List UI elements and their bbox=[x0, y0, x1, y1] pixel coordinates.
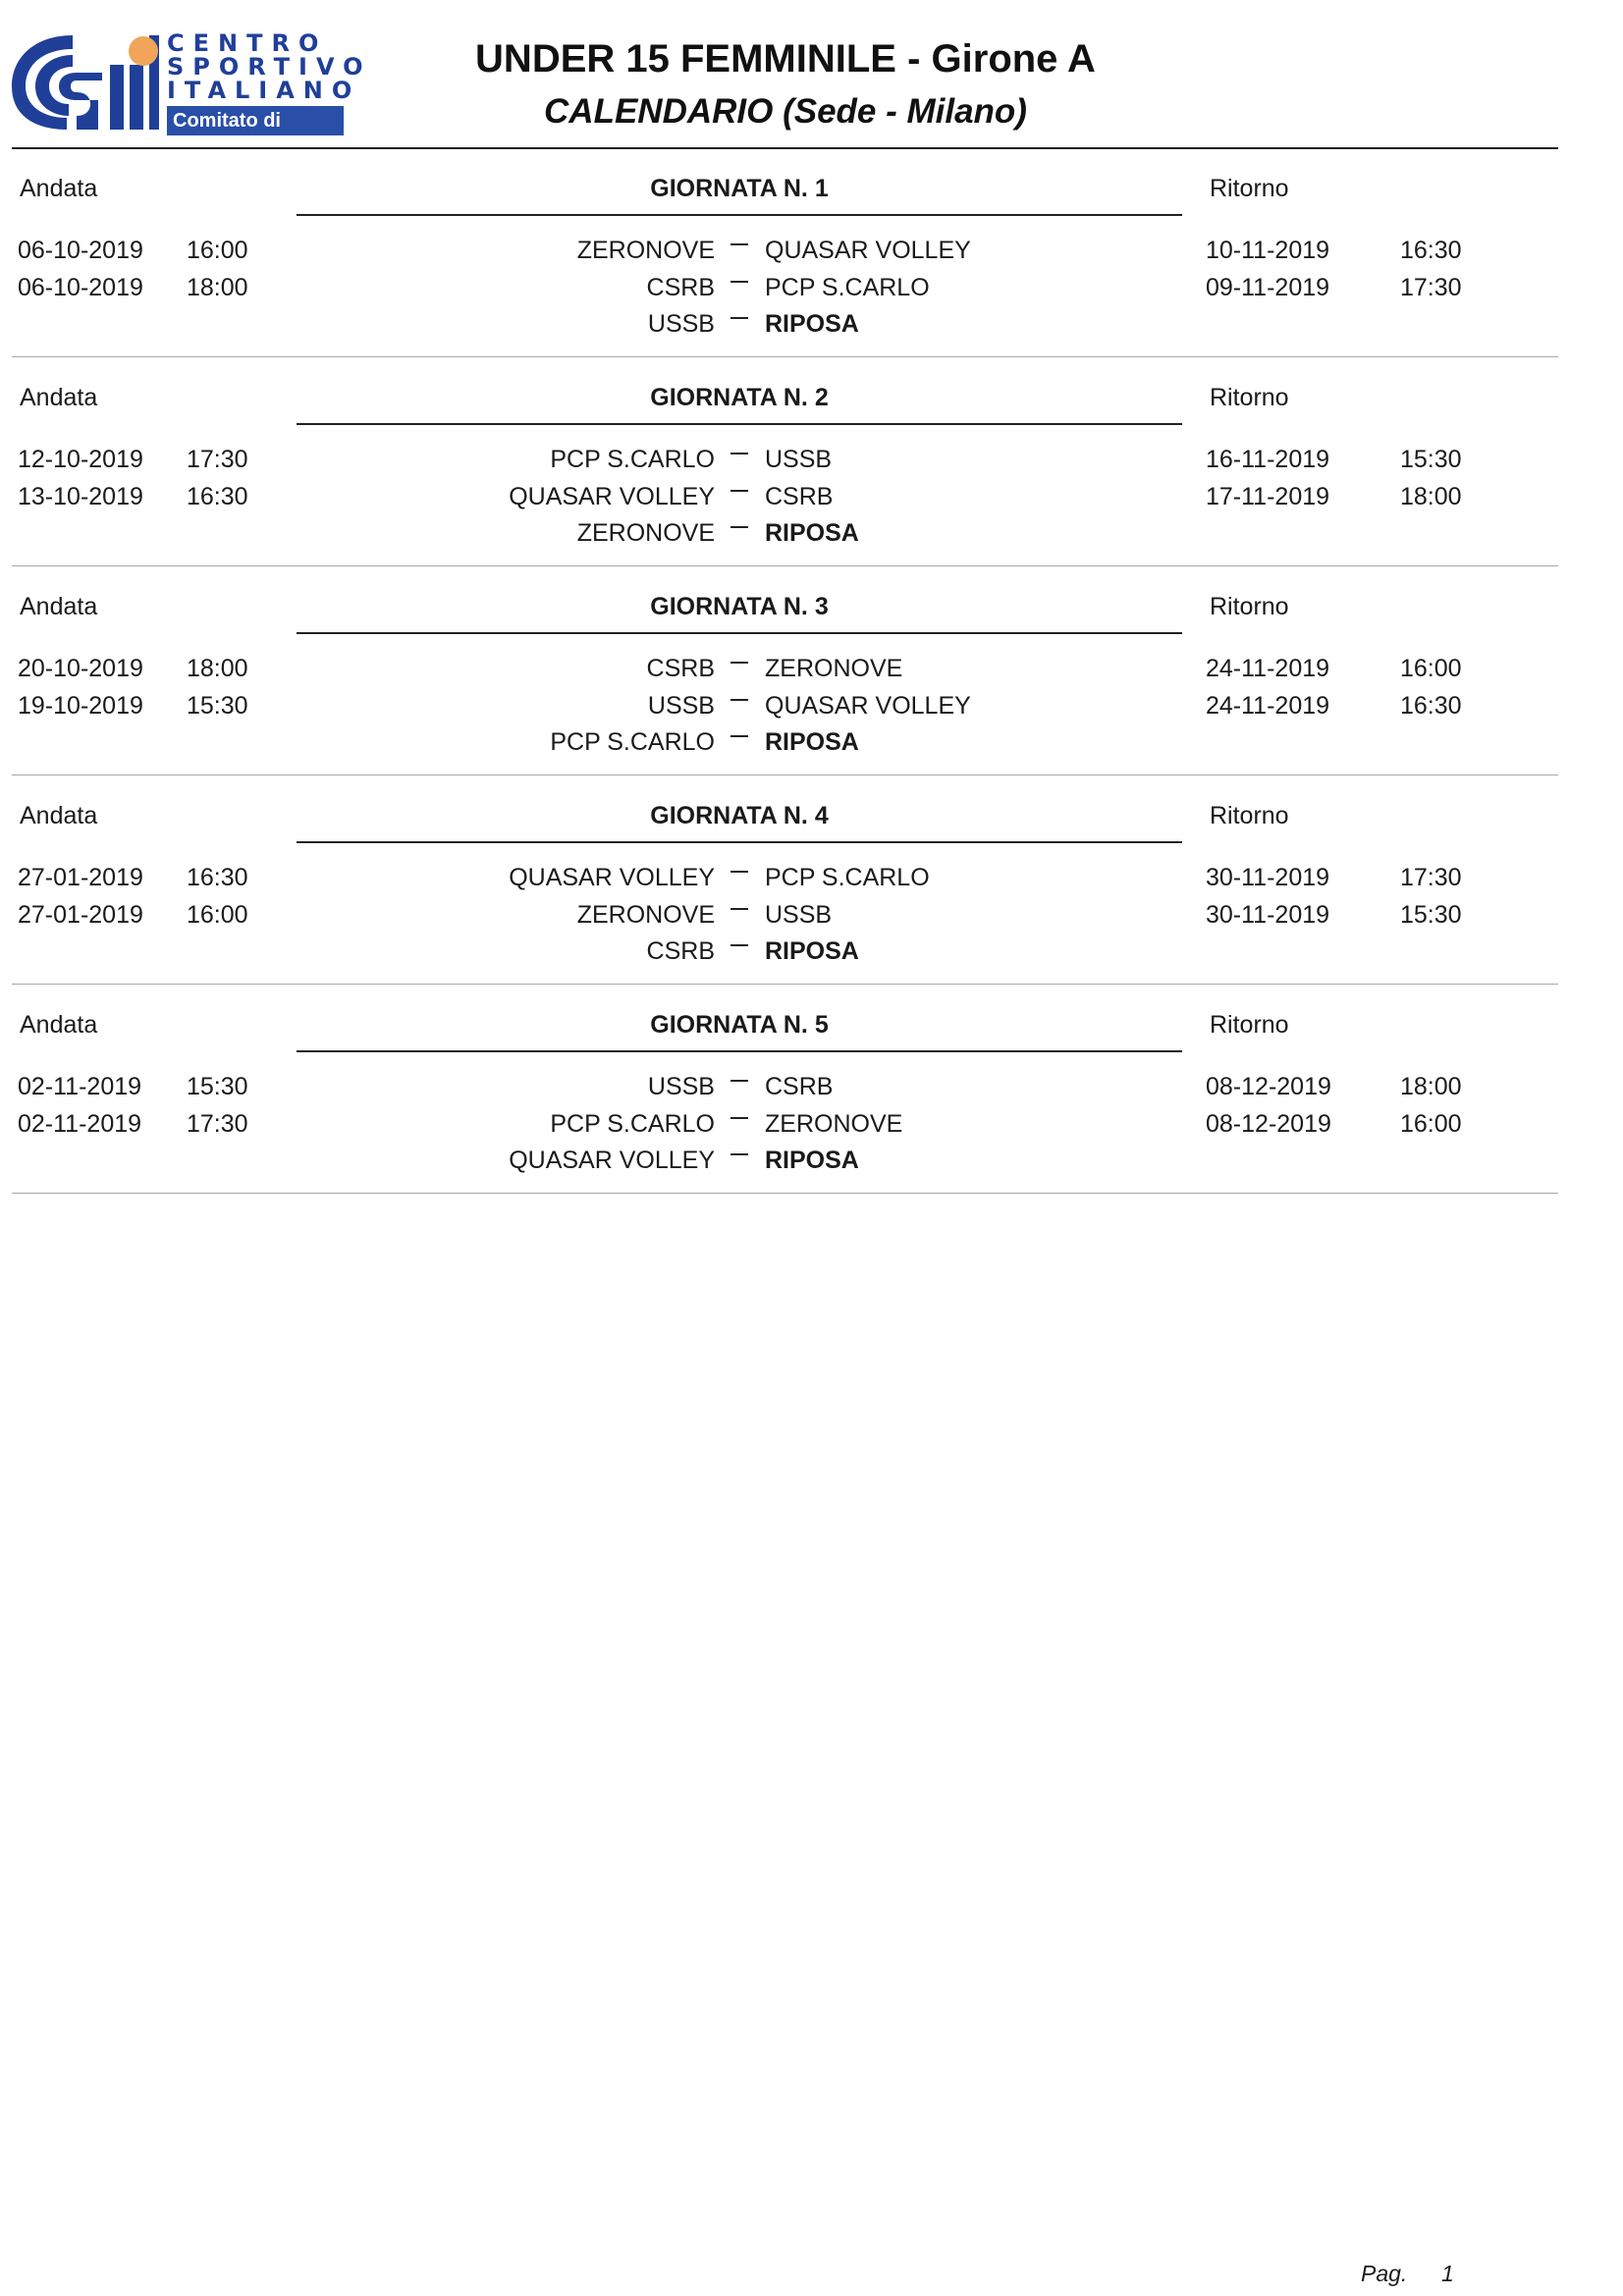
ritorno-date: 24-11-2019 bbox=[1206, 691, 1330, 720]
versus-dash bbox=[730, 735, 748, 737]
versus-dash bbox=[730, 1080, 748, 1082]
ritorno-time: 15:30 bbox=[1400, 900, 1462, 929]
ritorno-date: 08-12-2019 bbox=[1206, 1109, 1331, 1138]
ritorno-label: Ritorno bbox=[1210, 1011, 1289, 1039]
footer-page-number: 1 bbox=[1441, 2261, 1454, 2286]
ritorno-time: 15:30 bbox=[1400, 446, 1462, 473]
andata-label: Andata bbox=[20, 384, 98, 411]
logo-line-italiano: ITALIANO bbox=[167, 77, 361, 104]
versus-dash bbox=[730, 871, 748, 873]
home-team: USSB bbox=[647, 691, 715, 720]
andata-date: 06-10-2019 bbox=[18, 273, 143, 301]
andata-time: 17:30 bbox=[187, 1109, 248, 1138]
versus-dash bbox=[730, 317, 748, 319]
away-team: RIPOSA bbox=[765, 728, 859, 756]
away-team: USSB bbox=[765, 900, 833, 929]
home-team: PCP S.CARLO bbox=[550, 728, 715, 756]
versus-dash bbox=[730, 453, 748, 454]
home-team: ZERONOVE bbox=[576, 237, 715, 264]
away-team: PCP S.CARLO bbox=[765, 864, 930, 891]
match-row bbox=[0, 1072, 1623, 1109]
home-team: QUASAR VOLLEY bbox=[509, 864, 715, 891]
andata-time: 16:30 bbox=[187, 482, 248, 510]
match-row bbox=[0, 727, 1623, 765]
match-row bbox=[0, 936, 1623, 974]
match-row bbox=[0, 518, 1623, 556]
home-team: CSRB bbox=[646, 937, 715, 965]
match-row bbox=[0, 273, 1623, 310]
away-team: RIPOSA bbox=[765, 1147, 859, 1174]
round-divider bbox=[12, 774, 1558, 775]
giornata-title: GIORNATA N. 1 bbox=[650, 175, 829, 202]
ritorno-time: 16:30 bbox=[1400, 237, 1462, 264]
round-block bbox=[0, 149, 1623, 358]
giornata-underline bbox=[297, 632, 1182, 634]
round-block bbox=[0, 986, 1623, 1195]
match-row bbox=[0, 654, 1623, 691]
andata-time: 16:00 bbox=[187, 237, 248, 264]
away-team: QUASAR VOLLEY bbox=[765, 691, 971, 720]
away-team: CSRB bbox=[765, 482, 834, 510]
ritorno-date: 24-11-2019 bbox=[1206, 655, 1330, 682]
match-row bbox=[0, 863, 1623, 900]
versus-dash bbox=[730, 662, 748, 664]
versus-dash bbox=[730, 1153, 748, 1155]
versus-dash bbox=[730, 281, 748, 283]
match-row bbox=[0, 309, 1623, 347]
home-team: PCP S.CARLO bbox=[550, 1109, 715, 1138]
home-team: ZERONOVE bbox=[576, 900, 715, 929]
ritorno-date: 08-12-2019 bbox=[1206, 1073, 1331, 1100]
round-divider bbox=[12, 1193, 1558, 1194]
andata-date: 06-10-2019 bbox=[18, 237, 143, 264]
home-team: USSB bbox=[647, 1073, 715, 1100]
home-team: USSB bbox=[647, 310, 715, 338]
versus-dash bbox=[730, 944, 748, 946]
ritorno-time: 17:30 bbox=[1400, 864, 1462, 891]
andata-time: 18:00 bbox=[187, 655, 248, 682]
away-team: USSB bbox=[765, 446, 833, 473]
rounds-list bbox=[0, 149, 1623, 1195]
andata-time: 15:30 bbox=[187, 1073, 248, 1100]
round-block bbox=[0, 358, 1623, 567]
andata-label: Andata bbox=[20, 593, 98, 620]
away-team: ZERONOVE bbox=[765, 1109, 903, 1138]
ritorno-date: 10-11-2019 bbox=[1206, 237, 1330, 264]
logo-comitato: Comitato di Milano bbox=[167, 106, 344, 135]
giornata-title: GIORNATA N. 4 bbox=[650, 802, 829, 829]
match-row bbox=[0, 482, 1623, 519]
match-row bbox=[0, 445, 1623, 482]
home-team: PCP S.CARLO bbox=[550, 446, 715, 473]
ritorno-label: Ritorno bbox=[1210, 593, 1289, 620]
andata-date: 27-01-2019 bbox=[18, 864, 143, 891]
giornata-underline bbox=[297, 423, 1182, 425]
andata-label: Andata bbox=[20, 175, 98, 202]
andata-date: 19-10-2019 bbox=[18, 691, 143, 720]
away-team: PCP S.CARLO bbox=[765, 273, 930, 301]
ritorno-date: 30-11-2019 bbox=[1206, 900, 1330, 929]
versus-dash bbox=[730, 490, 748, 492]
match-row bbox=[0, 1109, 1623, 1147]
home-team: CSRB bbox=[646, 273, 715, 301]
ritorno-label: Ritorno bbox=[1210, 384, 1289, 411]
giornata-underline bbox=[297, 1050, 1182, 1052]
giornata-title: GIORNATA N. 5 bbox=[650, 1011, 829, 1039]
csi-logo bbox=[8, 27, 372, 161]
away-team: ZERONOVE bbox=[765, 655, 903, 682]
andata-date: 12-10-2019 bbox=[18, 446, 143, 473]
versus-dash bbox=[730, 1117, 748, 1119]
match-row bbox=[0, 900, 1623, 937]
ritorno-time: 18:00 bbox=[1400, 482, 1462, 510]
home-team: QUASAR VOLLEY bbox=[509, 1147, 715, 1174]
versus-dash bbox=[730, 699, 748, 701]
away-team: QUASAR VOLLEY bbox=[765, 237, 971, 264]
round-divider bbox=[12, 356, 1558, 357]
ritorno-label: Ritorno bbox=[1210, 175, 1289, 202]
ritorno-label: Ritorno bbox=[1210, 802, 1289, 829]
logo-line-sportivo: SPORTIVO bbox=[167, 53, 372, 80]
ritorno-time: 16:00 bbox=[1400, 1109, 1462, 1138]
versus-dash bbox=[730, 908, 748, 910]
ritorno-date: 16-11-2019 bbox=[1206, 446, 1330, 473]
ritorno-time: 16:00 bbox=[1400, 655, 1462, 682]
andata-date: 27-01-2019 bbox=[18, 900, 143, 929]
home-team: ZERONOVE bbox=[576, 519, 715, 547]
giornata-title: GIORNATA N. 3 bbox=[650, 593, 829, 620]
andata-label: Andata bbox=[20, 1011, 98, 1039]
andata-time: 18:00 bbox=[187, 273, 248, 301]
home-team: QUASAR VOLLEY bbox=[509, 482, 715, 510]
giornata-title: GIORNATA N. 2 bbox=[650, 384, 829, 411]
page-title: UNDER 15 FEMMINILE - Girone A bbox=[475, 37, 1096, 80]
andata-time: 17:30 bbox=[187, 446, 248, 473]
andata-time: 16:00 bbox=[187, 900, 248, 929]
page-subtitle: CALENDARIO (Sede - Milano) bbox=[544, 92, 1027, 131]
logo-line-centro: CENTRO bbox=[167, 29, 328, 57]
round-divider bbox=[12, 565, 1558, 566]
andata-date: 02-11-2019 bbox=[18, 1109, 142, 1138]
andata-label: Andata bbox=[20, 802, 98, 829]
away-team: RIPOSA bbox=[765, 937, 859, 965]
round-block bbox=[0, 776, 1623, 986]
page-header bbox=[0, 0, 1623, 161]
ritorno-date: 17-11-2019 bbox=[1206, 482, 1330, 510]
giornata-underline bbox=[297, 841, 1182, 843]
ritorno-time: 16:30 bbox=[1400, 691, 1462, 720]
versus-dash bbox=[730, 526, 748, 528]
footer-page-label: Pag. bbox=[1361, 2261, 1408, 2286]
match-row bbox=[0, 236, 1623, 273]
round-block bbox=[0, 567, 1623, 776]
giornata-underline bbox=[297, 214, 1182, 216]
match-row bbox=[0, 1146, 1623, 1183]
match-row bbox=[0, 691, 1623, 728]
ritorno-time: 17:30 bbox=[1400, 273, 1462, 301]
round-divider bbox=[12, 984, 1558, 985]
ritorno-time: 18:00 bbox=[1400, 1073, 1462, 1100]
away-team: RIPOSA bbox=[765, 519, 859, 547]
ritorno-date: 09-11-2019 bbox=[1206, 273, 1330, 301]
andata-time: 15:30 bbox=[187, 691, 248, 720]
andata-date: 20-10-2019 bbox=[18, 655, 143, 682]
versus-dash bbox=[730, 243, 748, 245]
andata-date: 13-10-2019 bbox=[18, 482, 143, 510]
andata-time: 16:30 bbox=[187, 864, 248, 891]
away-team: RIPOSA bbox=[765, 310, 859, 338]
home-team: CSRB bbox=[646, 655, 715, 682]
away-team: CSRB bbox=[765, 1073, 834, 1100]
ritorno-date: 30-11-2019 bbox=[1206, 864, 1330, 891]
andata-date: 02-11-2019 bbox=[18, 1073, 142, 1100]
